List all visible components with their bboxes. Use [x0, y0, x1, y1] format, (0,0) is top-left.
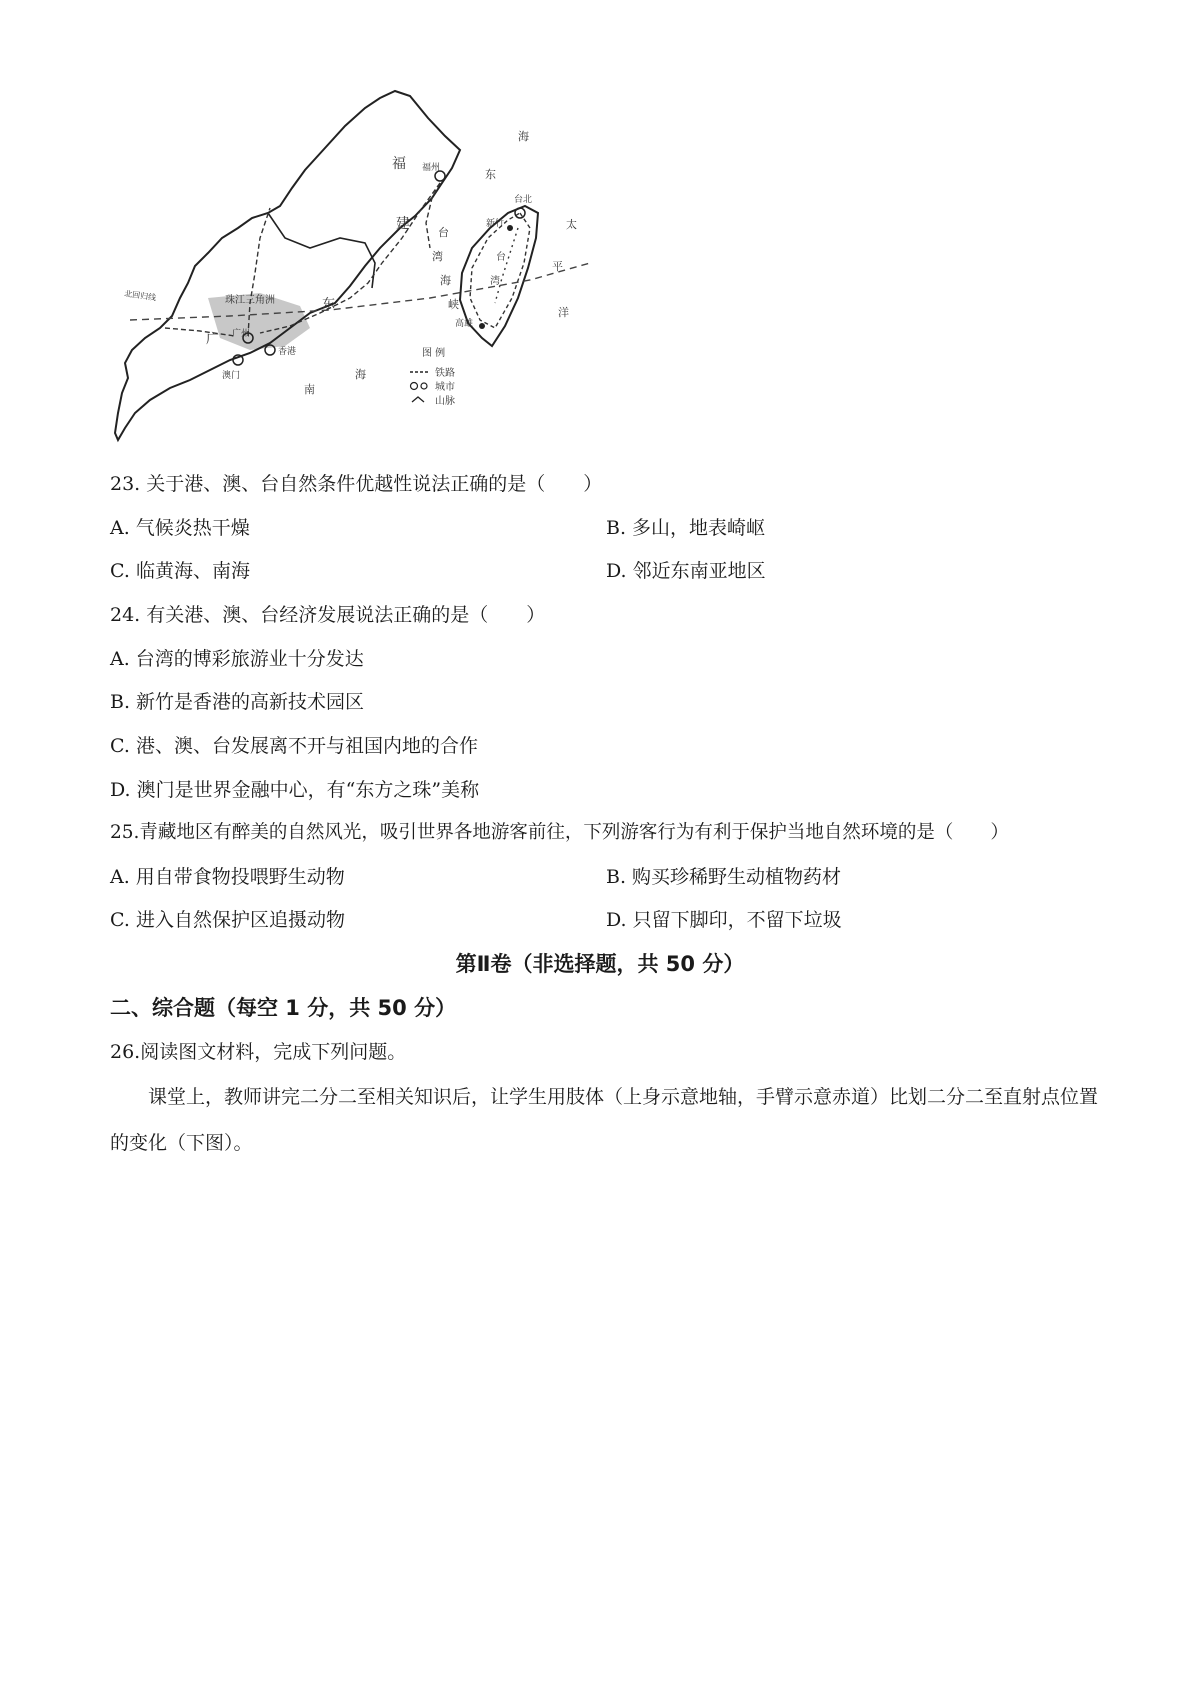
question-23-stem: 23. 关于港、澳、台自然条件优越性说法正确的是（ ） — [110, 473, 603, 495]
legend-city-icon-2 — [421, 383, 427, 389]
map-figure — [110, 88, 600, 450]
label-province-guang: 广 — [206, 332, 220, 347]
taiwan-mountains — [495, 228, 518, 303]
label-city-taipei: 台北 — [514, 195, 533, 205]
province-border — [268, 213, 375, 288]
label-sea-hai-2: 海 — [355, 368, 366, 381]
legend-mountain-label: 山脉 — [435, 396, 455, 407]
mainland-outline — [115, 91, 460, 440]
question-23-option-d[interactable]: D. 邻近东南亚地区 — [606, 560, 766, 582]
city-marker-xinzhu — [507, 225, 513, 231]
legend-city-label: 城市 — [435, 382, 455, 393]
question-23-option-c[interactable]: C. 临黄海、南海 — [110, 560, 250, 582]
legend-title: 图 例 — [422, 348, 446, 359]
label-province-dong: 东 — [322, 297, 336, 312]
label-province-fu: 福 — [392, 156, 406, 172]
question-25-option-a[interactable]: A. 用自带食物投喂野生动物 — [110, 866, 345, 888]
legend-railway-label: 铁路 — [435, 368, 455, 379]
label-ocean-yang: 洋 — [558, 306, 569, 319]
label-ocean-tai: 太 — [566, 218, 577, 231]
question-25-option-b[interactable]: B. 购买珍稀野生动植物药材 — [606, 866, 842, 888]
label-city-hongkong: 香港 — [278, 347, 297, 357]
label-city-guangzhou: 广州 — [232, 329, 251, 339]
question-24-option-c[interactable]: C. 港、澳、台发展离不开与祖国内地的合作 — [110, 735, 478, 757]
part-2-title: 第Ⅱ卷（非选择题，共 50 分） — [455, 952, 745, 976]
question-26-stem: 26.阅读图文材料，完成下列问题。 — [110, 1041, 407, 1063]
question-24-option-a[interactable]: A. 台湾的博彩旅游业十分发达 — [110, 648, 364, 670]
label-sea-hai-1: 海 — [518, 130, 529, 143]
question-24-stem: 24. 有关港、澳、台经济发展说法正确的是（ ） — [110, 604, 546, 626]
label-strait-tai: 台 — [438, 226, 449, 239]
city-marker-gaoxiong — [479, 323, 485, 329]
map-svg — [110, 88, 600, 450]
label-pearl-river-delta: 珠江三角洲 — [225, 295, 275, 306]
question-25-stem: 25.青藏地区有醉美的自然风光，吸引世界各地游客前往，下列游客行为有利于保护当地自然环境的是（ ） — [110, 822, 1009, 843]
question-25-option-c[interactable]: C. 进入自然保护区追摄动物 — [110, 909, 345, 931]
label-island-tai: 台 — [496, 252, 506, 263]
label-tropic-of-cancer: 北回归线 — [123, 289, 157, 303]
label-ocean-ping: 平 — [552, 260, 563, 273]
taiwan-railway — [470, 213, 530, 328]
label-sea-nan: 南 — [304, 383, 315, 396]
question-26-paragraph: 课堂上，教师讲完二分二至相关知识后，让学生用肢体（上身示意地轴，手臂示意赤道）比划二分二至直射点位置的变化（下图）。 — [110, 1086, 1099, 1154]
label-strait-xia: 峡 — [448, 298, 459, 311]
legend-mountain-icon — [412, 397, 424, 402]
question-24-option-d[interactable]: D. 澳门是世界金融中心，有“东方之珠”美称 — [110, 779, 480, 801]
label-province-jian: 建 — [396, 216, 410, 232]
label-city-macau: 澳门 — [222, 371, 241, 381]
label-strait-hai: 海 — [440, 274, 451, 287]
question-23-option-b[interactable]: B. 多山，地表崎岖 — [606, 517, 766, 539]
question-24-option-b[interactable]: B. 新竹是香港的高新技术园区 — [110, 691, 365, 713]
map-legend — [410, 346, 455, 407]
label-city-xinzhu: 新竹 — [486, 219, 505, 229]
label-strait-wan: 湾 — [432, 250, 443, 263]
question-25-option-d[interactable]: D. 只留下脚印，不留下垃圾 — [606, 909, 842, 931]
label-city-fuzhou: 福州 — [422, 163, 441, 173]
legend-city-icon — [411, 383, 418, 390]
label-island-wan: 湾 — [490, 276, 500, 287]
question-23-option-a[interactable]: A. 气候炎热干燥 — [110, 517, 250, 539]
section-2-title: 二、综合题（每空 1 分，共 50 分） — [110, 996, 457, 1020]
label-city-gaoxiong: 高雄 — [455, 319, 474, 329]
label-sea-dong: 东 — [485, 168, 496, 181]
